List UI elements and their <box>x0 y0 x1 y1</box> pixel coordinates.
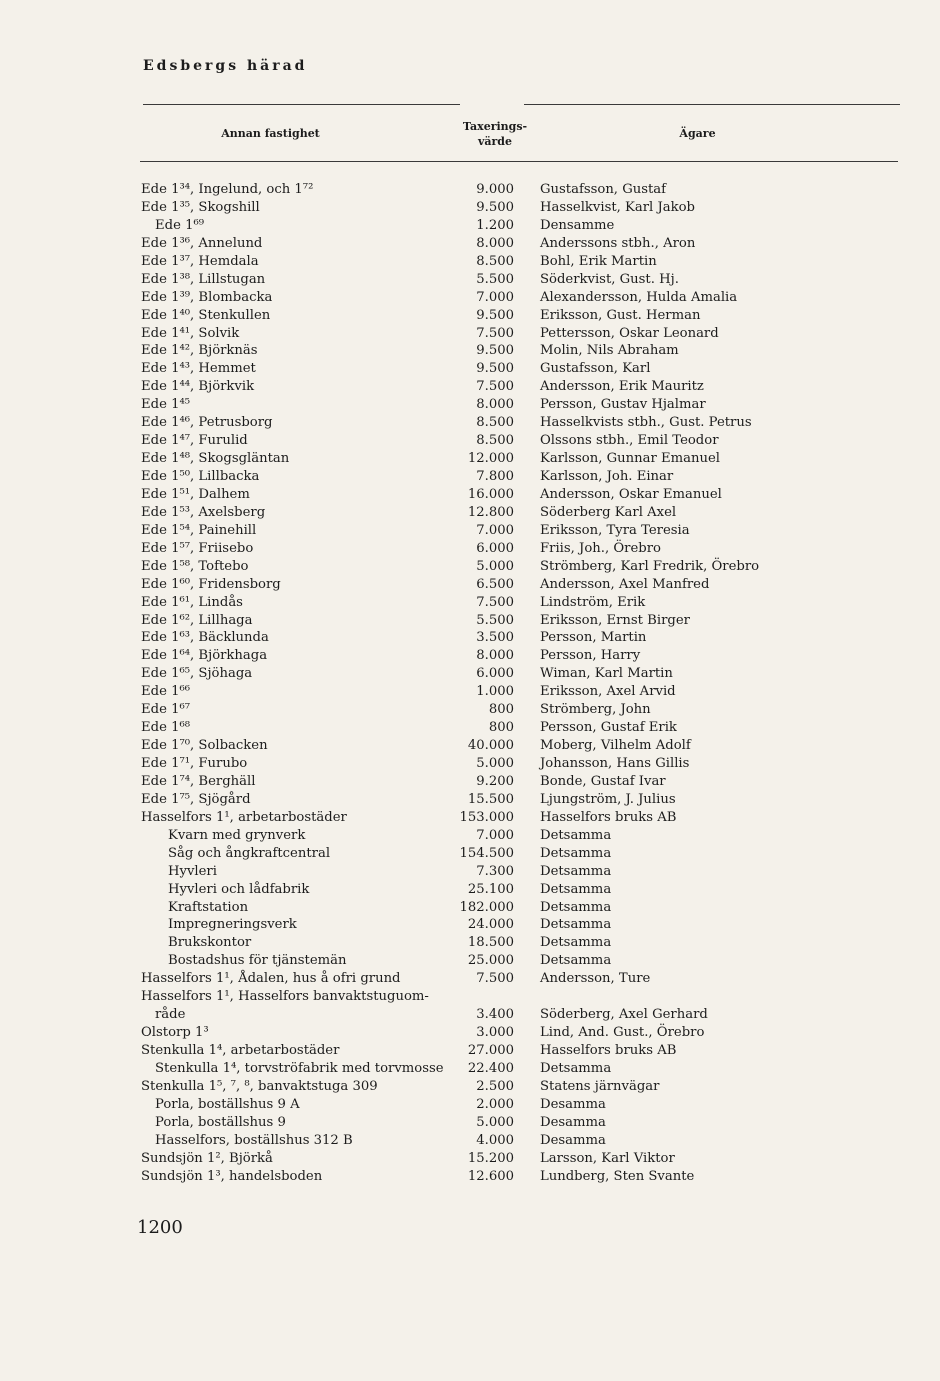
value-cell: 22.400 <box>467 1060 514 1076</box>
property-cell: Ede 1⁶⁹ <box>155 217 205 233</box>
value-cell: 3.000 <box>476 1025 514 1041</box>
table-row <box>0 469 940 487</box>
table-row <box>0 900 940 918</box>
table-row <box>0 1115 940 1133</box>
property-cell: Ede 1⁴⁶, Petrusborg <box>141 415 273 431</box>
owner-cell: Andersson, Ture <box>540 971 651 987</box>
value-cell: 1.200 <box>476 217 514 233</box>
property-cell: Stenkulla 1⁴, arbetarbostäder <box>141 1043 340 1058</box>
owner-cell: Andersson, Oskar Emanuel <box>540 486 722 502</box>
property-cell: Ede 1⁵⁸, Toftebo <box>141 558 249 574</box>
table-row <box>0 1061 940 1079</box>
value-cell: 5.500 <box>476 271 514 287</box>
table-row <box>0 1169 940 1187</box>
property-cell: Ede 1³⁴, Ingelund, och 1⁷² <box>141 182 314 197</box>
owner-cell: Hasselfors bruks AB <box>540 809 677 825</box>
header-rule-left <box>143 104 460 105</box>
owner-cell: Desamma <box>540 1114 606 1130</box>
property-cell: Ede 1⁴⁴, Björkvik <box>141 379 255 395</box>
table-row <box>0 541 940 559</box>
owner-cell: Moberg, Vilhelm Adolf <box>540 738 691 754</box>
owner-cell: Detsamma <box>540 899 612 915</box>
property-cell: Ede 1⁶⁶ <box>141 684 191 700</box>
value-cell: 9.000 <box>476 182 514 197</box>
table-row <box>0 343 940 361</box>
value-cell: 8.500 <box>476 433 514 449</box>
value-cell: 12.000 <box>467 451 514 467</box>
owner-cell: Bohl, Erik Martin <box>540 253 657 269</box>
property-cell: Ede 1⁴⁷, Furulid <box>141 433 248 449</box>
value-cell: 1.000 <box>476 684 514 700</box>
table-row <box>0 702 940 720</box>
property-cell: Bostadshus för tjänstemän <box>168 953 347 969</box>
table-row <box>0 559 940 577</box>
owner-cell: Persson, Harry <box>540 648 641 664</box>
table-row <box>0 953 940 971</box>
owner-cell: Lind, And. Gust., Örebro <box>540 1025 705 1041</box>
column-header-value <box>455 119 535 149</box>
table-row <box>0 666 940 684</box>
owner-cell: Karlsson, Joh. Einar <box>540 469 674 484</box>
header-rule-right <box>524 104 900 105</box>
owner-cell: Persson, Martin <box>540 630 647 646</box>
table-row <box>0 433 940 451</box>
owner-cell: Eriksson, Tyra Teresia <box>540 522 690 538</box>
table-row <box>0 648 940 666</box>
page-number: 1200 <box>137 1217 183 1238</box>
table-row <box>0 1007 940 1025</box>
owner-cell: Strömberg, Karl Fredrik, Örebro <box>540 558 760 574</box>
value-cell: 153.000 <box>459 809 514 825</box>
column-header-value-line2: värde <box>477 135 512 148</box>
value-cell: 800 <box>488 720 514 736</box>
property-cell: Ede 1⁷⁴, Berghäll <box>141 773 256 789</box>
property-cell: Hasselfors, boställshus 312 B <box>155 1132 353 1148</box>
table-row <box>0 218 940 236</box>
header-rule-bottom <box>140 161 898 162</box>
property-cell: Ede 1⁶⁰, Fridensborg <box>141 576 281 592</box>
value-cell: 9.500 <box>476 361 514 377</box>
value-cell: 9.200 <box>476 773 514 789</box>
table-row <box>0 487 940 505</box>
table-row <box>0 505 940 523</box>
property-cell: Ede 1⁶⁴, Björkhaga <box>141 648 268 664</box>
property-cell: Impregneringsverk <box>168 917 297 933</box>
property-cell: Ede 1³⁶, Annelund <box>141 235 263 251</box>
value-cell: 7.500 <box>476 971 514 987</box>
table-row <box>0 1097 940 1115</box>
value-cell: 8.000 <box>476 648 514 664</box>
property-table <box>0 182 940 1187</box>
table-row <box>0 846 940 864</box>
value-cell: 6.500 <box>476 576 514 592</box>
property-cell: Hasselfors 1¹, arbetarbostäder <box>141 809 347 825</box>
owner-cell: Söderberg, Axel Gerhard <box>540 1007 708 1023</box>
property-cell: Ede 1⁷⁰, Solbacken <box>141 738 268 754</box>
value-cell: 6.000 <box>476 666 514 682</box>
owner-cell: Lundberg, Sten Svante <box>540 1168 695 1184</box>
property-cell: Sundsjön 1², Björkå <box>141 1150 273 1166</box>
table-row <box>0 397 940 415</box>
table-row <box>0 451 940 469</box>
value-cell: 25.100 <box>467 881 514 897</box>
property-cell: Sundsjön 1³, handelsboden <box>141 1168 323 1184</box>
table-row <box>0 1151 940 1169</box>
value-cell: 5.000 <box>476 558 514 574</box>
property-cell: Porla, boställshus 9 A <box>155 1096 300 1112</box>
owner-cell: Detsamma <box>540 881 612 897</box>
value-cell: 182.000 <box>459 899 514 915</box>
table-row <box>0 774 940 792</box>
value-cell: 7.500 <box>476 594 514 610</box>
table-row <box>0 272 940 290</box>
value-cell: 18.500 <box>467 935 514 951</box>
value-cell: 7.000 <box>476 522 514 538</box>
property-cell: Ede 1⁴⁰, Stenkullen <box>141 307 271 323</box>
owner-cell: Anderssons stbh., Aron <box>540 235 696 251</box>
owner-cell: Andersson, Axel Manfred <box>540 576 710 592</box>
value-cell: 3.400 <box>476 1007 514 1023</box>
owner-cell: Söderberg Karl Axel <box>540 504 677 520</box>
table-row <box>0 738 940 756</box>
owner-cell: Gustafsson, Gustaf <box>540 182 667 197</box>
property-cell: Brukskontor <box>168 935 252 951</box>
table-row <box>0 935 940 953</box>
property-cell: Ede 1³⁸, Lillstugan <box>141 271 266 287</box>
value-cell: 8.000 <box>476 235 514 251</box>
value-cell: 5.500 <box>476 612 514 628</box>
table-row <box>0 989 940 1007</box>
table-row <box>0 917 940 935</box>
value-cell: 2.000 <box>476 1096 514 1112</box>
property-cell: Stenkulla 1⁵, ⁷, ⁸, banvaktstuga 309 <box>141 1078 378 1094</box>
table-row <box>0 415 940 433</box>
property-cell: råde <box>155 1007 186 1023</box>
owner-cell: Detsamma <box>540 1060 612 1076</box>
owner-cell: Ljungström, J. Julius <box>540 791 676 807</box>
owner-cell: Eriksson, Gust. Herman <box>540 307 701 323</box>
table-row <box>0 630 940 648</box>
value-cell: 12.800 <box>467 504 514 520</box>
property-cell: Stenkulla 1⁴, torvströfabrik med torvmosse <box>155 1060 444 1076</box>
owner-cell: Friis, Joh., Örebro <box>540 540 661 556</box>
owner-cell: Molin, Nils Abraham <box>540 343 679 359</box>
table-row <box>0 792 940 810</box>
property-cell: Porla, boställshus 9 <box>155 1114 286 1130</box>
table-row <box>0 523 940 541</box>
value-cell: 2.500 <box>476 1078 514 1094</box>
value-cell: 7.000 <box>476 827 514 843</box>
owner-cell: Hasselkvists stbh., Gust. Petrus <box>540 415 752 431</box>
value-cell: 7.500 <box>476 325 514 341</box>
owner-cell: Detsamma <box>540 827 612 843</box>
owner-cell: Detsamma <box>540 863 612 879</box>
table-row <box>0 379 940 397</box>
value-cell: 15.500 <box>467 791 514 807</box>
property-cell: Ede 1⁴⁸, Skogsgläntan <box>141 451 290 467</box>
value-cell: 8.500 <box>476 253 514 269</box>
owner-cell: Detsamma <box>540 935 612 951</box>
property-cell: Ede 1⁷¹, Furubo <box>141 756 248 771</box>
owner-cell: Karlsson, Gunnar Emanuel <box>540 451 720 467</box>
running-head: Edsbergs härad <box>143 58 308 74</box>
table-row <box>0 1025 940 1043</box>
property-cell: Kraftstation <box>168 899 249 915</box>
table-row <box>0 756 940 774</box>
table-row <box>0 577 940 595</box>
table-row <box>0 290 940 308</box>
table-row <box>0 720 940 738</box>
property-cell: Ede 1³⁹, Blombacka <box>141 289 273 305</box>
property-cell: Ede 1⁷⁵, Sjögård <box>141 791 251 807</box>
table-row <box>0 182 940 200</box>
property-cell: Ede 1⁵³, Axelsberg <box>141 504 266 520</box>
table-row <box>0 308 940 326</box>
property-cell: Ede 1⁴¹, Solvik <box>141 325 240 341</box>
value-cell: 40.000 <box>467 738 514 754</box>
table-row <box>0 595 940 613</box>
value-cell: 5.000 <box>476 756 514 771</box>
value-cell: 8.000 <box>476 397 514 413</box>
owner-cell: Desamma <box>540 1096 606 1112</box>
property-cell: Ede 1⁶², Lillhaga <box>141 612 253 628</box>
property-cell: Hasselfors 1¹, Ådalen, hus å ofri grund <box>141 971 401 987</box>
owner-cell: Andersson, Erik Mauritz <box>540 379 704 395</box>
property-cell: Ede 1⁶⁵, Sjöhaga <box>141 666 253 682</box>
table-row <box>0 613 940 631</box>
owner-cell: Pettersson, Oskar Leonard <box>540 325 719 341</box>
owner-cell: Larsson, Karl Viktor <box>540 1150 675 1166</box>
property-cell: Ede 1⁵¹, Dalhem <box>141 486 250 502</box>
owner-cell: Lindström, Erik <box>540 594 646 610</box>
owner-cell: Detsamma <box>540 917 612 933</box>
value-cell: 6.000 <box>476 540 514 556</box>
property-cell: Ede 1⁵⁷, Friisebo <box>141 540 254 556</box>
value-cell: 800 <box>488 702 514 718</box>
table-row <box>0 254 940 272</box>
table-row <box>0 361 940 379</box>
owner-cell: Gustafsson, Karl <box>540 361 651 377</box>
value-cell: 9.500 <box>476 343 514 359</box>
value-cell: 7.000 <box>476 289 514 305</box>
owner-cell: Persson, Gustaf Erik <box>540 720 677 736</box>
property-cell: Ede 1⁶⁸ <box>141 720 191 736</box>
property-cell: Ede 1⁶³, Bäcklunda <box>141 630 269 646</box>
table-row <box>0 864 940 882</box>
table-row <box>0 882 940 900</box>
table-row <box>0 1133 940 1151</box>
property-cell: Ede 1⁵⁰, Lillbacka <box>141 469 260 484</box>
value-cell: 9.500 <box>476 199 514 215</box>
table-row <box>0 1079 940 1097</box>
owner-cell: Bonde, Gustaf Ivar <box>540 773 666 789</box>
property-cell: Kvarn med grynverk <box>168 827 306 843</box>
value-cell: 7.300 <box>476 863 514 879</box>
value-cell: 15.200 <box>467 1150 514 1166</box>
owner-cell: Olssons stbh., Emil Teodor <box>540 433 719 449</box>
value-cell: 7.500 <box>476 379 514 395</box>
value-cell: 3.500 <box>476 630 514 646</box>
value-cell: 24.000 <box>467 917 514 933</box>
value-cell: 16.000 <box>467 486 514 502</box>
property-cell: Ede 1⁵⁴, Painehill <box>141 522 257 538</box>
owner-cell: Persson, Gustav Hjalmar <box>540 397 706 413</box>
column-header-property: Annan fastighet <box>221 127 320 140</box>
owner-cell: Alexandersson, Hulda Amalia <box>540 289 738 305</box>
table-row <box>0 971 940 989</box>
table-row <box>0 684 940 702</box>
property-cell: Ede 1³⁵, Skogshill <box>141 199 260 215</box>
owner-cell: Eriksson, Axel Arvid <box>540 684 676 700</box>
property-cell: Olstorp 1³ <box>141 1025 209 1041</box>
property-cell: Såg och ångkraftcentral <box>168 845 331 861</box>
owner-cell: Hasselkvist, Karl Jakob <box>540 199 695 215</box>
property-cell: Ede 1⁴⁵ <box>141 397 191 413</box>
owner-cell: Densamme <box>540 217 615 233</box>
value-cell: 27.000 <box>467 1043 514 1058</box>
owner-cell: Johansson, Hans Gillis <box>540 756 690 771</box>
value-cell: 4.000 <box>476 1132 514 1148</box>
property-cell: Hyvleri <box>168 863 217 879</box>
value-cell: 9.500 <box>476 307 514 323</box>
value-cell: 5.000 <box>476 1114 514 1130</box>
column-header-owner: Ägare <box>679 127 716 140</box>
owner-cell: Strömberg, John <box>540 702 651 718</box>
table-row <box>0 828 940 846</box>
value-cell: 154.500 <box>459 845 514 861</box>
property-cell: Hasselfors 1¹, Hasselfors banvaktstuguom- <box>141 989 429 1005</box>
value-cell: 8.500 <box>476 415 514 431</box>
table-row <box>0 200 940 218</box>
table-row <box>0 236 940 254</box>
owner-cell: Desamma <box>540 1132 606 1148</box>
property-cell: Ede 1⁴², Björknäs <box>141 343 258 359</box>
owner-cell: Detsamma <box>540 845 612 861</box>
owner-cell: Söderkvist, Gust. Hj. <box>540 271 679 287</box>
property-cell: Ede 1⁴³, Hemmet <box>141 361 256 377</box>
owner-cell: Eriksson, Ernst Birger <box>540 612 690 628</box>
column-header-value-line1: Taxerings- <box>462 120 528 133</box>
value-cell: 12.600 <box>467 1168 514 1184</box>
owner-cell: Statens järnvägar <box>540 1078 660 1094</box>
table-row <box>0 326 940 344</box>
property-cell: Ede 1⁶¹, Lindås <box>141 594 243 610</box>
value-cell: 25.000 <box>467 953 514 969</box>
owner-cell: Hasselfors bruks AB <box>540 1043 677 1058</box>
property-cell: Hyvleri och lådfabrik <box>168 881 310 897</box>
value-cell: 7.800 <box>476 469 514 484</box>
property-cell: Ede 1⁶⁷ <box>141 702 191 718</box>
owner-cell: Wiman, Karl Martin <box>540 666 673 682</box>
property-cell: Ede 1³⁷, Hemdala <box>141 253 259 269</box>
owner-cell: Detsamma <box>540 953 612 969</box>
table-row <box>0 810 940 828</box>
table-row <box>0 1043 940 1061</box>
